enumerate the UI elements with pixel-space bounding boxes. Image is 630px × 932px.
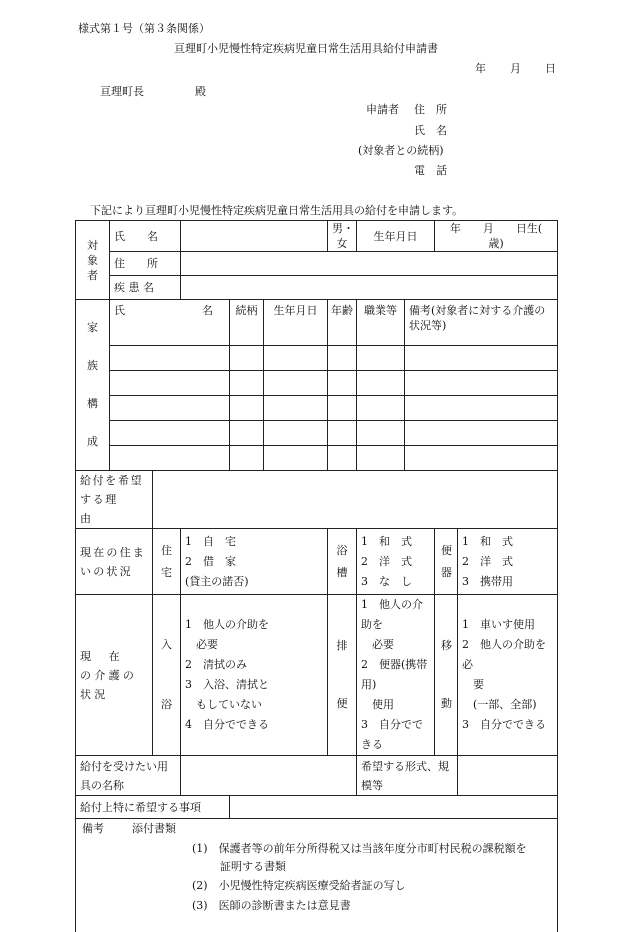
subject-address-field[interactable] [181, 252, 558, 276]
addressee: 亘理町長 [100, 85, 144, 99]
date-day-label: 日 [545, 62, 556, 76]
residence-label: 現在の住まいの状況 [76, 529, 153, 595]
reason-label: 給付を希望する理 由 [76, 471, 153, 529]
excretion-label: 排便 [328, 595, 357, 756]
attachment-item-1-cont: 証明する書類 [220, 860, 286, 874]
bathing-options[interactable]: 1 他人の介助を 必要 2 清拭のみ 3 入浴、清拭と もしていない 4 自分でできる [181, 595, 328, 756]
equipment-name-field[interactable] [181, 756, 357, 796]
date-month-label: 月 [510, 62, 521, 76]
family-header-birth: 生年月日 [264, 300, 328, 346]
equipment-name-label: 給付を受けたい用具の名称 [76, 756, 181, 796]
equipment-format-field[interactable] [458, 756, 558, 796]
subject-name-label: 氏 名 [110, 221, 181, 252]
honorific: 殿 [195, 85, 206, 99]
birth-date-label: 生年月日 [357, 221, 435, 252]
attachments-label: 添付書類 [132, 822, 176, 836]
family-header-age: 年齢 [328, 300, 357, 346]
applicant-phone-label: 電 話 [414, 164, 447, 178]
application-form-table [75, 220, 558, 932]
gender-select[interactable]: 男・女 [328, 221, 357, 252]
bath-options[interactable]: 1 和 式 2 洋 式 3 な し [357, 529, 435, 595]
family-row [76, 446, 558, 471]
toilet-options[interactable]: 1 和 式 2 洋 式 3 携帯用 [458, 529, 558, 595]
special-request-field[interactable] [230, 796, 558, 819]
disease-name-label: 疾 患 名 [110, 276, 181, 300]
family-row [76, 421, 558, 446]
applicant-relation-label: (対象者との続柄) [358, 144, 444, 158]
bath-label: 浴槽 [328, 529, 357, 595]
toilet-label: 便器 [435, 529, 458, 595]
bathing-label: 入浴 [153, 595, 181, 756]
form-title: 亘理町小児慢性特定疾病児童日常生活用具給付申請書 [174, 42, 438, 56]
applicant-address-label: 住 所 [414, 103, 447, 117]
special-request-label: 給付上特に希望する事項 [76, 796, 230, 819]
family-group-label: 家 族 構 成 [76, 300, 110, 471]
attachment-item-3: (3) 医師の診断書または意見書 [192, 899, 351, 913]
family-header-name: 氏 名 [110, 300, 230, 346]
attachment-item-1: (1) 保護者等の前年分所得税又は当該年度分市町村民税の課税額を [192, 842, 527, 856]
disease-name-field[interactable] [181, 276, 558, 300]
care-label: 現 在 の介護の状況 [76, 595, 153, 756]
family-header-occupation: 職業等 [357, 300, 405, 346]
applicant-name-label: 氏 名 [414, 124, 447, 138]
form-number: 様式第１号（第３条関係） [78, 22, 210, 36]
subject-name-field[interactable] [181, 221, 328, 252]
family-header-relation: 続柄 [230, 300, 264, 346]
birth-date-field[interactable]: 年 月 日生( 歳) [435, 221, 558, 252]
family-row [76, 396, 558, 421]
house-options[interactable]: 1 自 宅 2 借 家 (貸主の諾否) [181, 529, 328, 595]
equipment-format-label: 希望する形式、規模等 [357, 756, 458, 796]
house-label: 住宅 [153, 529, 181, 595]
mobility-options[interactable]: 1 車いす使用 2 他人の介助を必 要 (一部、全部) 3 自分でできる [458, 595, 558, 756]
intro-text: 下記により亘理町小児慢性特定疾病児童日常生活用具の給付を申請します。 [90, 204, 463, 218]
family-row [76, 371, 558, 396]
family-header-notes: 備考(対象者に対する介護の状況等) [405, 300, 558, 346]
reason-field[interactable] [153, 471, 558, 529]
notes-label: 備考 [82, 822, 104, 836]
subject-group-label: 対 象 者 [76, 221, 110, 300]
date-year-label: 年 [475, 62, 486, 76]
mobility-label: 移動 [435, 595, 458, 756]
applicant-label: 申請者 [366, 103, 399, 117]
subject-address-label: 住 所 [110, 252, 181, 276]
attachment-item-2: (2) 小児慢性特定疾病医療受給者証の写し [192, 879, 406, 893]
family-row [76, 346, 558, 371]
excretion-options[interactable]: 1 他人の介助を 必要 2 便器(携帯用) 使用 3 自分でできる [357, 595, 435, 756]
